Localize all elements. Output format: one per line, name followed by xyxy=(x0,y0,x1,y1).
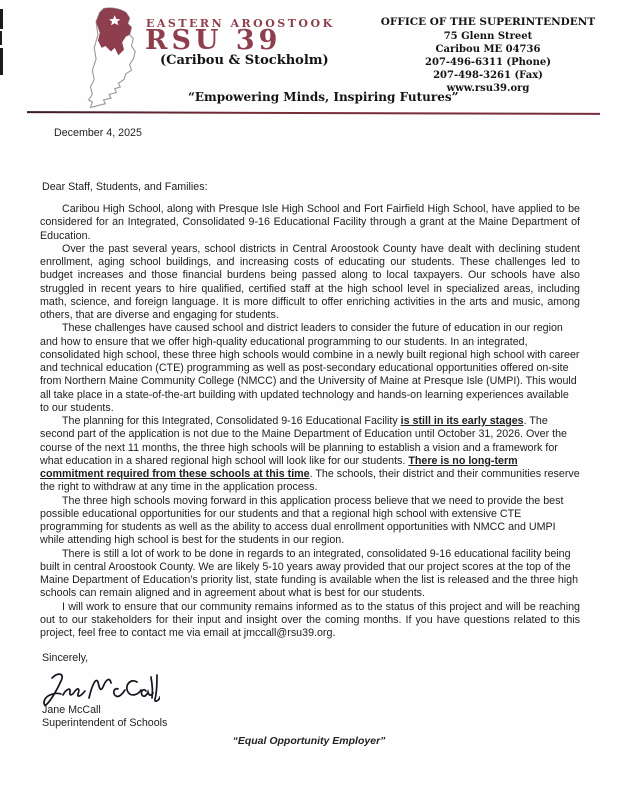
letter-paragraph xyxy=(40,601,580,641)
closing-word: Sincerely, xyxy=(42,652,89,664)
paragraph-text: Caribou High School, along with Presque Isle High School and Fort Fairfield High School, have applied to be considered for an Integrated, Consolidated 9-16 Educational Facility through a grant at the Maine Department of Education. xyxy=(40,203,580,242)
paragraph-text: The planning for this Integrated, Consolidated 9-16 Educational Facility xyxy=(62,415,401,427)
org-name-line1: EASTERN AROOSTOOK xyxy=(146,17,335,30)
footer-text: “Equal Opportunity Employer” xyxy=(232,735,386,747)
paragraph-text: The three high schools moving forward in this application process believe that we need to provide the best possible educational opportunities for our students and that a regional high school with extensive CTE programming for students as well as the ability to access dual enrollment opportunities with NMCC and UMPI while attending high school is best for the students in our region. xyxy=(40,494,564,547)
letter-paragraph xyxy=(40,203,580,243)
email-address: jmccall@rsu39.org xyxy=(243,627,333,639)
paragraph-text: I will work to ensure that our community remains informed as to the status of this project and will be reaching out to our stakeholders for their input and insight over the coming months. If you have questions related to this project, feel free to contact me via email at xyxy=(40,600,580,639)
paragraph-text: These challenges have caused school and district leaders to consider the future of education in our region and how to ensure that we offer high-quality educational programming to our students. In an integrated, consolidated high school, these three high schools would combine in a newly built regional high school with career and technical education (CTE) programming as well as post-secondary educational opportunities offered on-site from Northern Maine Community College (NMCC) and the University of Maine at Presque Isle (UMPI). This would all take place in a state-of-the-art building with updated technology and hands-on learning experiences available to our students. xyxy=(40,322,580,414)
paragraph-text: . The second part of the application is not due to the Maine Department of Education until October 31, 2026. Over the course of the next 11 months, the three high schools will be planning to establish a vision and a framework for what education in a shared regional high school will look like for our students. xyxy=(40,415,567,467)
office-website: www.rsu39.org xyxy=(446,83,530,94)
letter-paragraph xyxy=(40,495,580,548)
letter-date: December 4, 2025 xyxy=(54,127,142,139)
paragraph-text: Over the past several years, school districts in Central Aroostook County have dealt with declining student enrollment, aging school buildings, and increasing costs of educating our students. These challenges led to budget increases and those financial burdens being passed along to local taxpayers. Our schools have also struggled in recent years to hire qualified, certified staff at the high school level in specialized areas, including math, science, and foreign language. It is more difficult to offer enriching activities in the arts and music, among others, that are diverse and engaging for students. xyxy=(40,242,580,321)
letter-paragraph xyxy=(40,322,580,415)
org-name-line2: RSU 39 xyxy=(145,25,282,56)
emphasized-text: is still in its early stages xyxy=(400,415,524,427)
office-fax: 207-498-3261 (Fax) xyxy=(433,70,543,81)
letter-salutation: Dear Staff, Students, and Families: xyxy=(42,181,208,193)
scan-artifact xyxy=(0,48,3,75)
office-address-line2: Caribou ME 04736 xyxy=(435,44,541,55)
paragraph-text: There is still a lot of work to be done in regards to an integrated, consolidated 9-16 educational facility being built in central Aroostook County. We are likely 5-10 years away provided that our project scores at the top of the Maine Department of Education’s priority list, state funding is available when the list is released and the three high schools can remain aligned and in agreement about what is best for our students. xyxy=(40,547,579,600)
signer-name: Jane McCall xyxy=(42,704,101,716)
scan-artifact xyxy=(0,9,3,29)
office-address-line1: 75 Glenn Street xyxy=(443,31,533,42)
emphasized-text: There is no long-term commitment required from these schools at this time xyxy=(40,454,518,480)
letter-paragraph xyxy=(40,243,580,323)
signer-title: Superintendent of Schools xyxy=(42,717,168,729)
letter-body xyxy=(40,203,580,640)
office-contact-block xyxy=(378,16,598,95)
office-title: OFFICE OF THE SUPERINTENDENT xyxy=(380,16,596,28)
letter-paragraph xyxy=(40,548,580,601)
letter-paragraph xyxy=(40,415,580,495)
header-divider-rule xyxy=(27,111,600,115)
handwritten-signature-image xyxy=(42,669,160,709)
district-tagline: “Empowering Minds, Inspiring Futures” xyxy=(188,90,459,104)
scan-artifact xyxy=(0,31,2,45)
paragraph-text: . xyxy=(332,627,336,639)
org-name-line3: (Caribou & Stockholm) xyxy=(160,53,329,68)
closing-block xyxy=(42,652,167,730)
paragraph-text: . The schools, their district and their communities reserve the right to withdraw at any time in the application process. xyxy=(40,468,580,494)
office-phone: 207-496-6311 (Phone) xyxy=(425,57,551,68)
